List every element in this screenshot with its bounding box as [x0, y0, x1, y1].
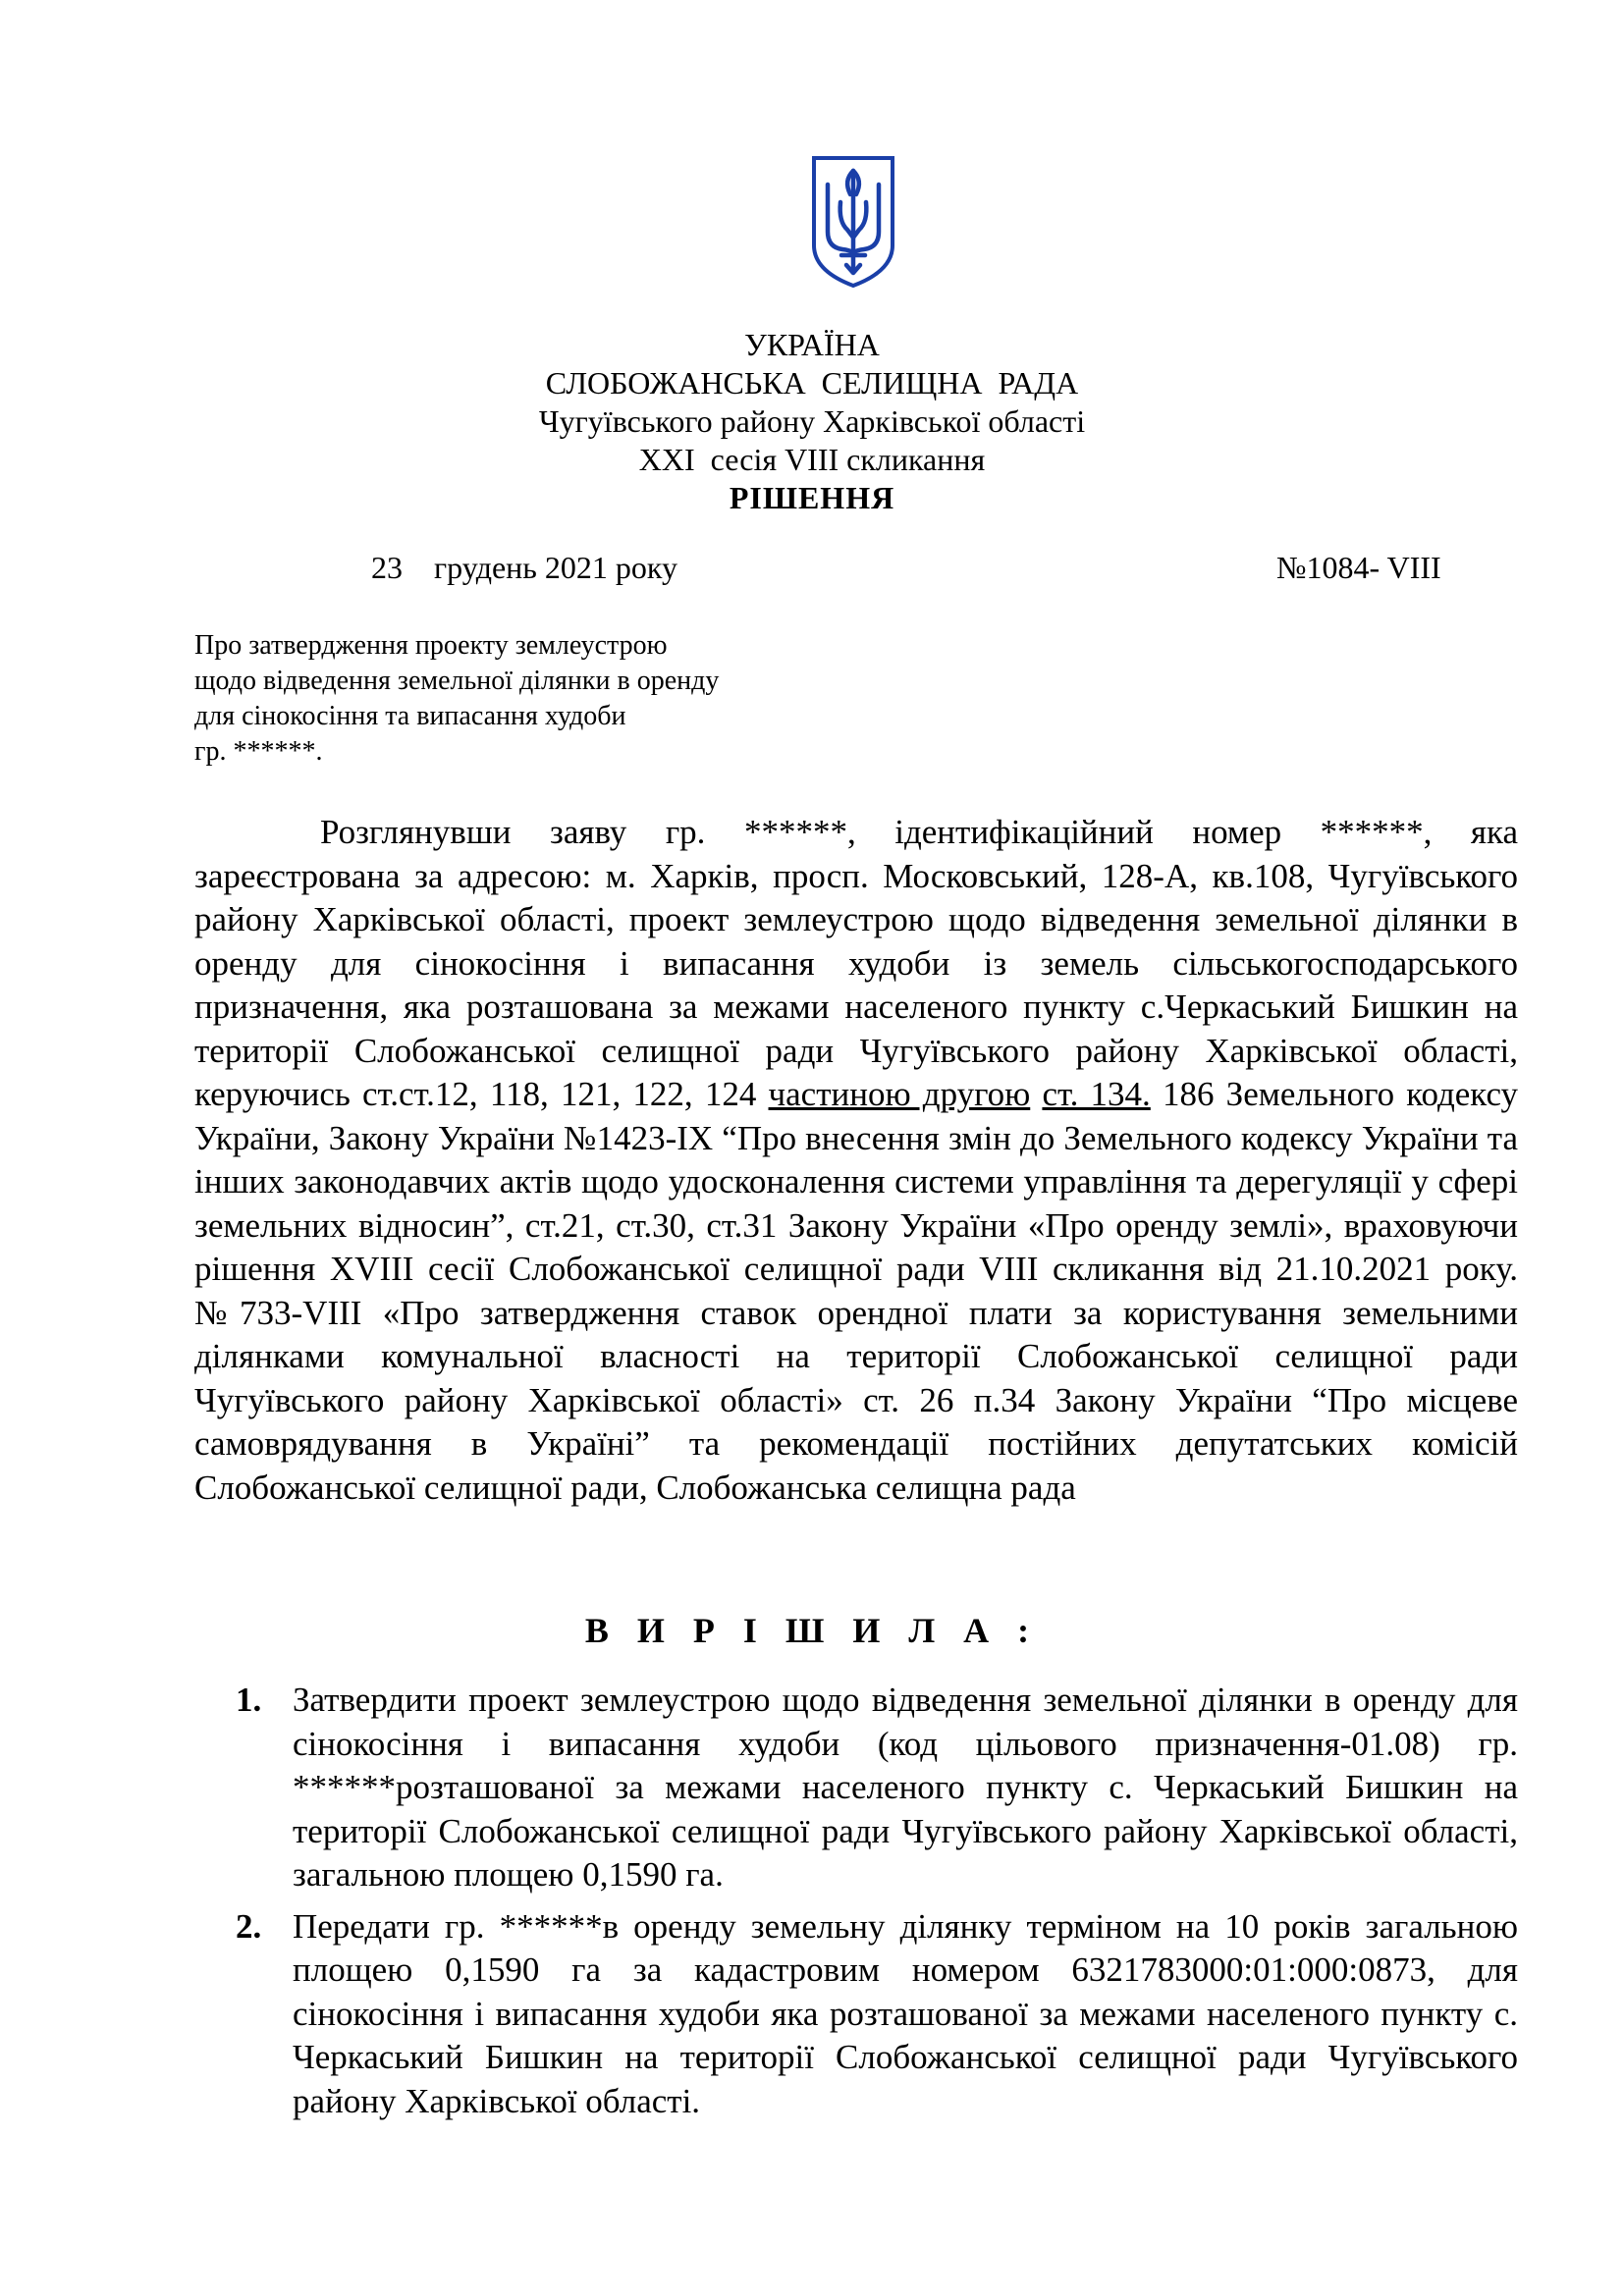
- decision-item: [236, 1905, 1518, 2124]
- header-session: [0, 441, 1624, 479]
- preamble-paragraph: [194, 811, 1518, 1510]
- district-title: Чугуївського району Харківської області: [538, 403, 1086, 439]
- council-title: СЛОБОЖАНСЬКА СЕЛИЩНА РАДА: [545, 365, 1079, 400]
- preamble-text-part-1: Розглянувши заяву гр. ******, ідентифікаційний номер ******, яка зареєстрована за адресою: м. Харків, просп. Московський, 128-А, кв.108, Чугуївського району Харківської області, проект землеустрою щодо відведення земельної ділянки в оренду для сінокосіння і випасання худоби із земель сільськогосподарського призначення, яка розташована за межами населеного пункту с.Черкаський Бишкин на території Слобожанської селищної ради Чугуївського району Харківської області, керуючись ст.ст.12, 118, 121, 122, 124: [194, 813, 1518, 1113]
- item-number: 2.: [236, 1906, 262, 1946]
- subject-line: для сінокосіння та випасання худоби: [194, 701, 626, 731]
- decided-heading: В И Р І Ш И Л А :: [584, 1611, 1040, 1650]
- decision-number: №1084- VIII: [1276, 550, 1441, 585]
- decision-items-list: [236, 1679, 1518, 2123]
- subject-line: Про затвердження проекту землеустрою: [194, 630, 668, 661]
- preamble-text-part-2: 186 Земельного кодексу України, Закону України №1423-IX “Про внесення змін до Земельного кодексу України та інших законодавчих актів щодо удосконалення системи управління та дерегуляції у сфері земельних відносин”, ст.21, ст.30, ст.31 Закону України «Про оренду землі», враховуючи рішення XVIII сесії Слобожанської селищної ради VIII скликання від 21.10.2021 року. №733-VIII «Про затвердження ставок орендної плати за користування земельними ділянками комунальної власності на території Слобожанської селищної ради Чугуївського району Харківської області» ст. 26 п.34 Закону України “Про місцеве самоврядування в Україні” та рекомендації постійних депутатських комісій Слобожанської селищної ради, Слобожанська селищна рада: [194, 1075, 1519, 1507]
- law-reference-link[interactable]: частиною другою: [768, 1075, 1031, 1113]
- item-text: Передати гр. ******в оренду земельну ділянку терміном на 10 років загальною площею 0,1590 га за кадастровим номером 6321783000:01:000:0873, для сінокосіння і випасання худоби яка розташованої за межами населеного пункту с. Черкаський Бишкин на території Слобожанської селищної ради Чугуївського району Харківської області.: [293, 1906, 1518, 2120]
- decision-item: [236, 1679, 1518, 1897]
- ukraine-coat-of-arms-icon: [811, 155, 895, 289]
- subject-line: гр. ******.: [194, 736, 323, 767]
- item-text: Затвердити проект землеустрою щодо відведення земельної ділянки в оренду для сінокосіння і випасання худоби (код цільового призначення-01.08) гр. ******розташованої за межами населеного пункту с. Черкаський Бишкин на території Слобожанської селищної ради Чугуївського району Харківської області, загальною площею 0,1590 га.: [293, 1681, 1518, 1894]
- header-council: [0, 364, 1624, 402]
- decision-date: 23 грудень 2021 року: [371, 550, 677, 585]
- document-type-title: РІШЕННЯ: [729, 480, 895, 515]
- subject-line: щодо відведення земельної ділянки в оренду: [194, 666, 720, 696]
- item-number: 1.: [236, 1681, 262, 1719]
- country-title: УКРАЇНА: [744, 327, 880, 362]
- session-title: XXI сесія VIII скликання: [638, 442, 986, 477]
- header-doc-type: [0, 479, 1624, 517]
- decision-subject: [194, 628, 719, 770]
- header-district: [0, 402, 1624, 441]
- article-reference-link[interactable]: ст. 134.: [1042, 1075, 1151, 1113]
- header-country: [0, 326, 1624, 364]
